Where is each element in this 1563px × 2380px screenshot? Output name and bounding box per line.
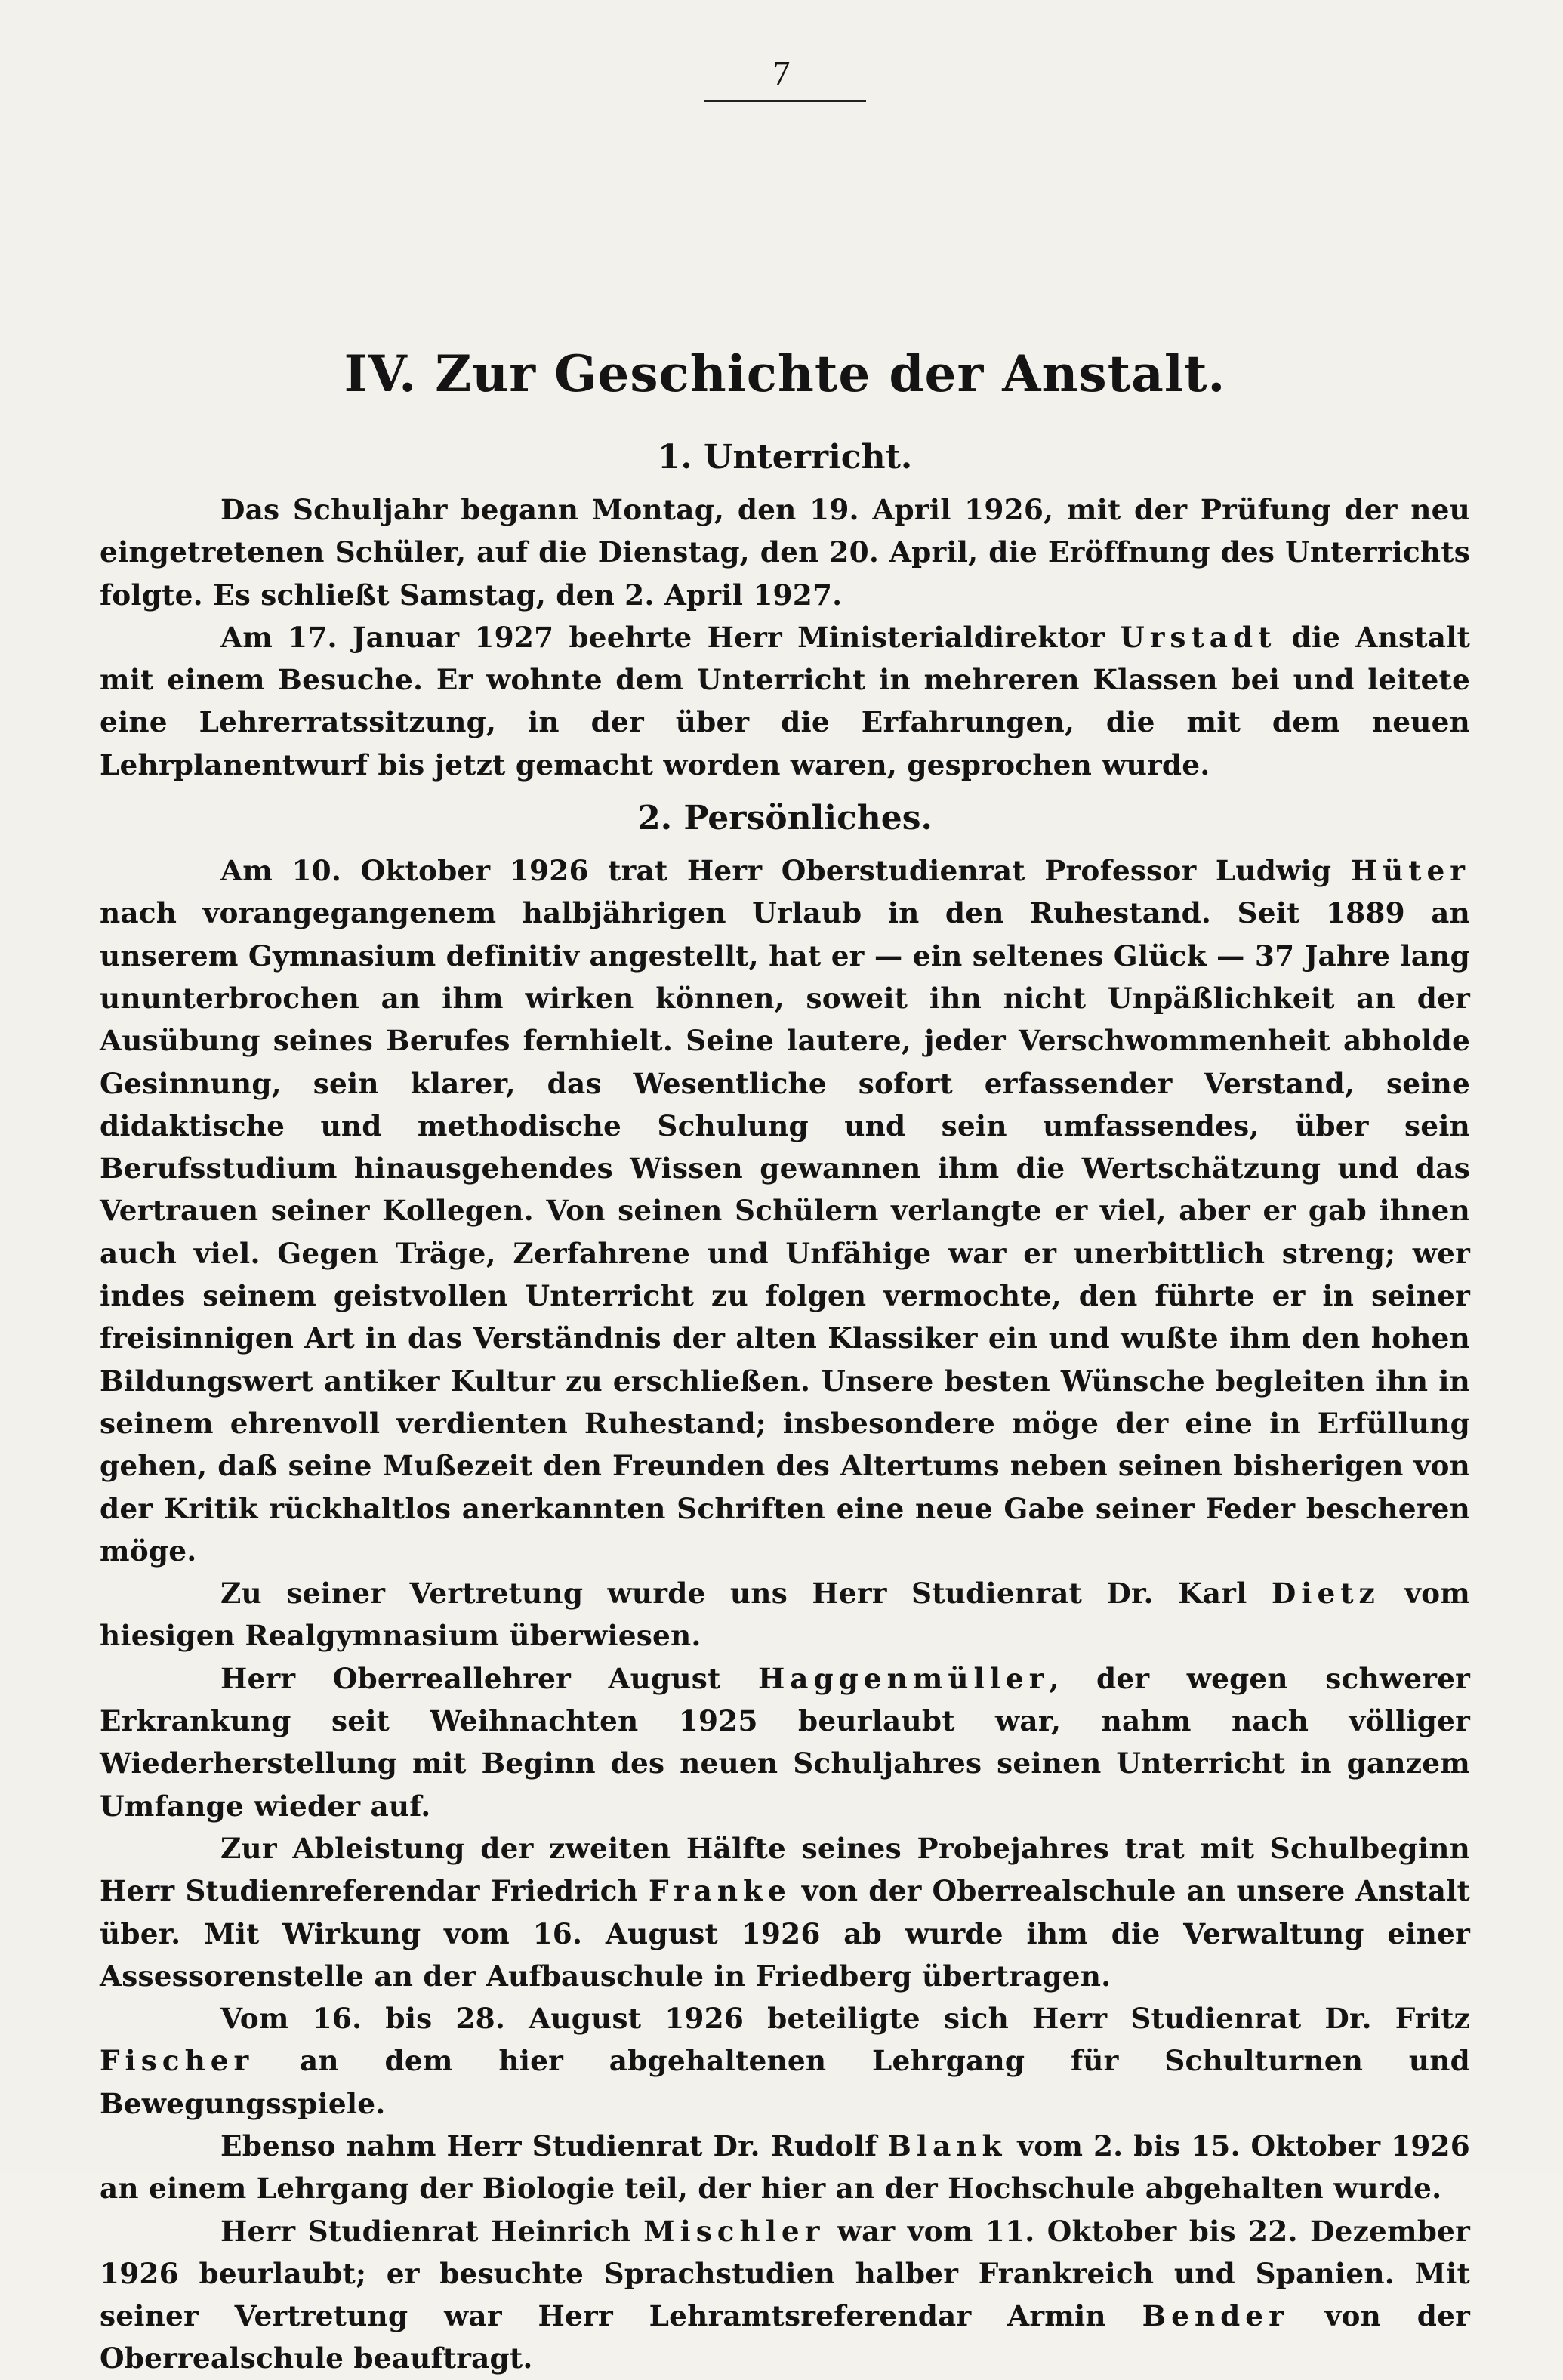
paragraph-text: Herr Oberreallehrer August <box>220 1661 758 1695</box>
chapter-title: IV. Zur Geschichte der Anstalt. <box>344 344 1226 403</box>
spaced-name: Haggenmüller <box>757 1661 1050 1695</box>
paragraph-text: Zur Ableistung der zweiten Hälfte seines Probejahres trat mit Schulbeginn Herr Studienreferendar Friedrich <box>100 1831 1470 1908</box>
paragraph-text: von der Oberrealschule beauftragt. <box>100 2299 1471 2375</box>
section-persoenliches <box>100 795 1470 2380</box>
spaced-name: Hüter <box>1350 854 1470 888</box>
spaced-name: Fischer <box>100 2044 254 2078</box>
paragraph-fischer <box>100 1997 1470 2125</box>
paragraph-text: Das Schuljahr begann Montag, den 19. April 1926, mit der Prüfung der neu eingetretenen Schüler, auf die Dienstag, den 20. April, die Eröffnung des Unterrichts folgte. Es schließt Samstag, den 2. April 1927. <box>100 493 1470 612</box>
paragraph-text: vom hiesigen Realgymnasium überwiesen. <box>100 1577 1471 1653</box>
paragraph-text: die Anstalt mit einem Besuche. Er wohnte dem Unterricht in mehreren Klassen bei und leitete eine Lehrerratssitzung, in der über die Erfahrungen, die mit dem neuen Lehrplanentwurf bis jetzt gemacht worden waren, gesprochen wurde. <box>100 620 1470 782</box>
paragraph-text: Am 10. Oktober 1926 trat Herr Oberstudienrat Professor Ludwig <box>220 854 1351 888</box>
page-number-rule <box>704 100 866 102</box>
paragraph-dietz <box>100 1572 1470 1657</box>
spaced-name: Franke <box>649 1874 791 1908</box>
paragraph-text: nach vorangegangenem halbjährigen Urlaub in den Ruhestand. Seit 1889 an unserem Gymnasium definitiv angestellt, hat er — ein seltenes Glück — 37 Jahre lang ununterbrochen an ihm wirken können, soweit ihn nicht Unpäßlichkeit an der Ausübung seines Berufes fernhielt. Seine lautere, jeder Verschwommenheit abholde Gesinnung, sein klarer, das Wesentliche sofort erfassender Verstand, seine didaktische und methodische Schulung und sein umfassendes, über sein Berufsstudium hinausgehendes Wissen gewannen ihm die Wertschätzung und das Vertrauen seiner Kollegen. Von seinen Schülern verlangte er viel, aber er gab ihnen auch viel. Gegen Träge, Zerfahrene und Unfähige war er unerbittlich streng; wer indes seinem geistvollen Unterricht zu folgen vermochte, den führte er in seiner freisinnigen Art in das Verständnis der alten Klassiker ein und wußte ihm den hohen Bildungswert antiker Kultur zu erschließen. Unsere besten Wünsche begleiten ihn in seinem ehrenvoll verdienten Ruhestand; insbesondere möge der eine in Erfüllung gehen, daß seine Mußezeit den Freunden des Altertums neben seinen bisherigen von der Kritik rückhaltlos anerkannten Schriften eine neue Gabe seiner Feder bescheren möge. <box>100 896 1470 1568</box>
spaced-name: Dietz <box>1271 1577 1380 1611</box>
spaced-name: Bender <box>1142 2299 1289 2333</box>
paragraph-franke <box>100 1827 1470 1997</box>
paragraph-text: , der wegen schwerer Erkrankung seit Weihnachten 1925 beurlaubt war, nahm nach völliger Wiederherstellung mit Beginn des neuen Schuljahres seinen Unterricht in ganzem Umfange wieder auf. <box>100 1661 1470 1823</box>
paragraph-text: war vom 11. Oktober bis 22. Dezember 1926 beurlaubt; er besuchte Sprachstudien halber Frankreich und Spanien. Mit seiner Vertretung war Herr Lehramtsreferendar Armin <box>100 2214 1470 2333</box>
page-content <box>100 344 1470 2380</box>
paragraph-text: Am 17. Januar 1927 beehrte Herr Ministerialdirektor <box>220 620 1121 654</box>
paragraph-text: Herr Studienrat Heinrich <box>220 2214 644 2248</box>
spaced-name: Blank <box>887 2129 1007 2163</box>
paragraph-text: von der Oberrealschule an unsere Anstalt über. Mit Wirkung vom 16. August 1926 ab wurde ihm die Verwaltung einer Assessorenstelle an der Aufbauschule in Friedberg übertragen. <box>100 1874 1470 1993</box>
paragraph-text: an dem hier abgehaltenen Lehrgang für Schulturnen und Bewegungsspiele. <box>100 2044 1470 2120</box>
paragraph-text: vom 2. bis 15. Oktober 1926 an einem Lehrgang der Biologie teil, der hier an der Hochschule abgehalten wurde. <box>100 2129 1470 2206</box>
paragraph-mischler <box>100 2210 1470 2380</box>
paragraph-text: Ebenso nahm Herr Studienrat Dr. Rudolf <box>220 2129 888 2163</box>
spaced-name: Urstadt <box>1120 620 1277 654</box>
paragraph-text: Zu seiner Vertretung wurde uns Herr Studienrat Dr. Karl <box>220 1577 1272 1611</box>
section-title-persoenliches: 2. Persönliches. <box>637 799 933 838</box>
section-unterricht <box>100 434 1470 786</box>
spaced-name: Mischler <box>643 2214 825 2248</box>
section-title-unterricht: 1. Unterricht. <box>657 438 913 476</box>
paragraph-blank <box>100 2125 1470 2210</box>
page-number: 7 <box>772 54 791 92</box>
paragraph-hueter <box>100 849 1470 1572</box>
paragraph-schuljahr <box>100 489 1470 616</box>
paragraph-haggenmueller <box>100 1657 1470 1827</box>
paragraph-text: Vom 16. bis 28. August 1926 beteiligte sich Herr Studienrat Dr. Fritz <box>220 2002 1470 2036</box>
paragraph-besuch <box>100 616 1470 786</box>
